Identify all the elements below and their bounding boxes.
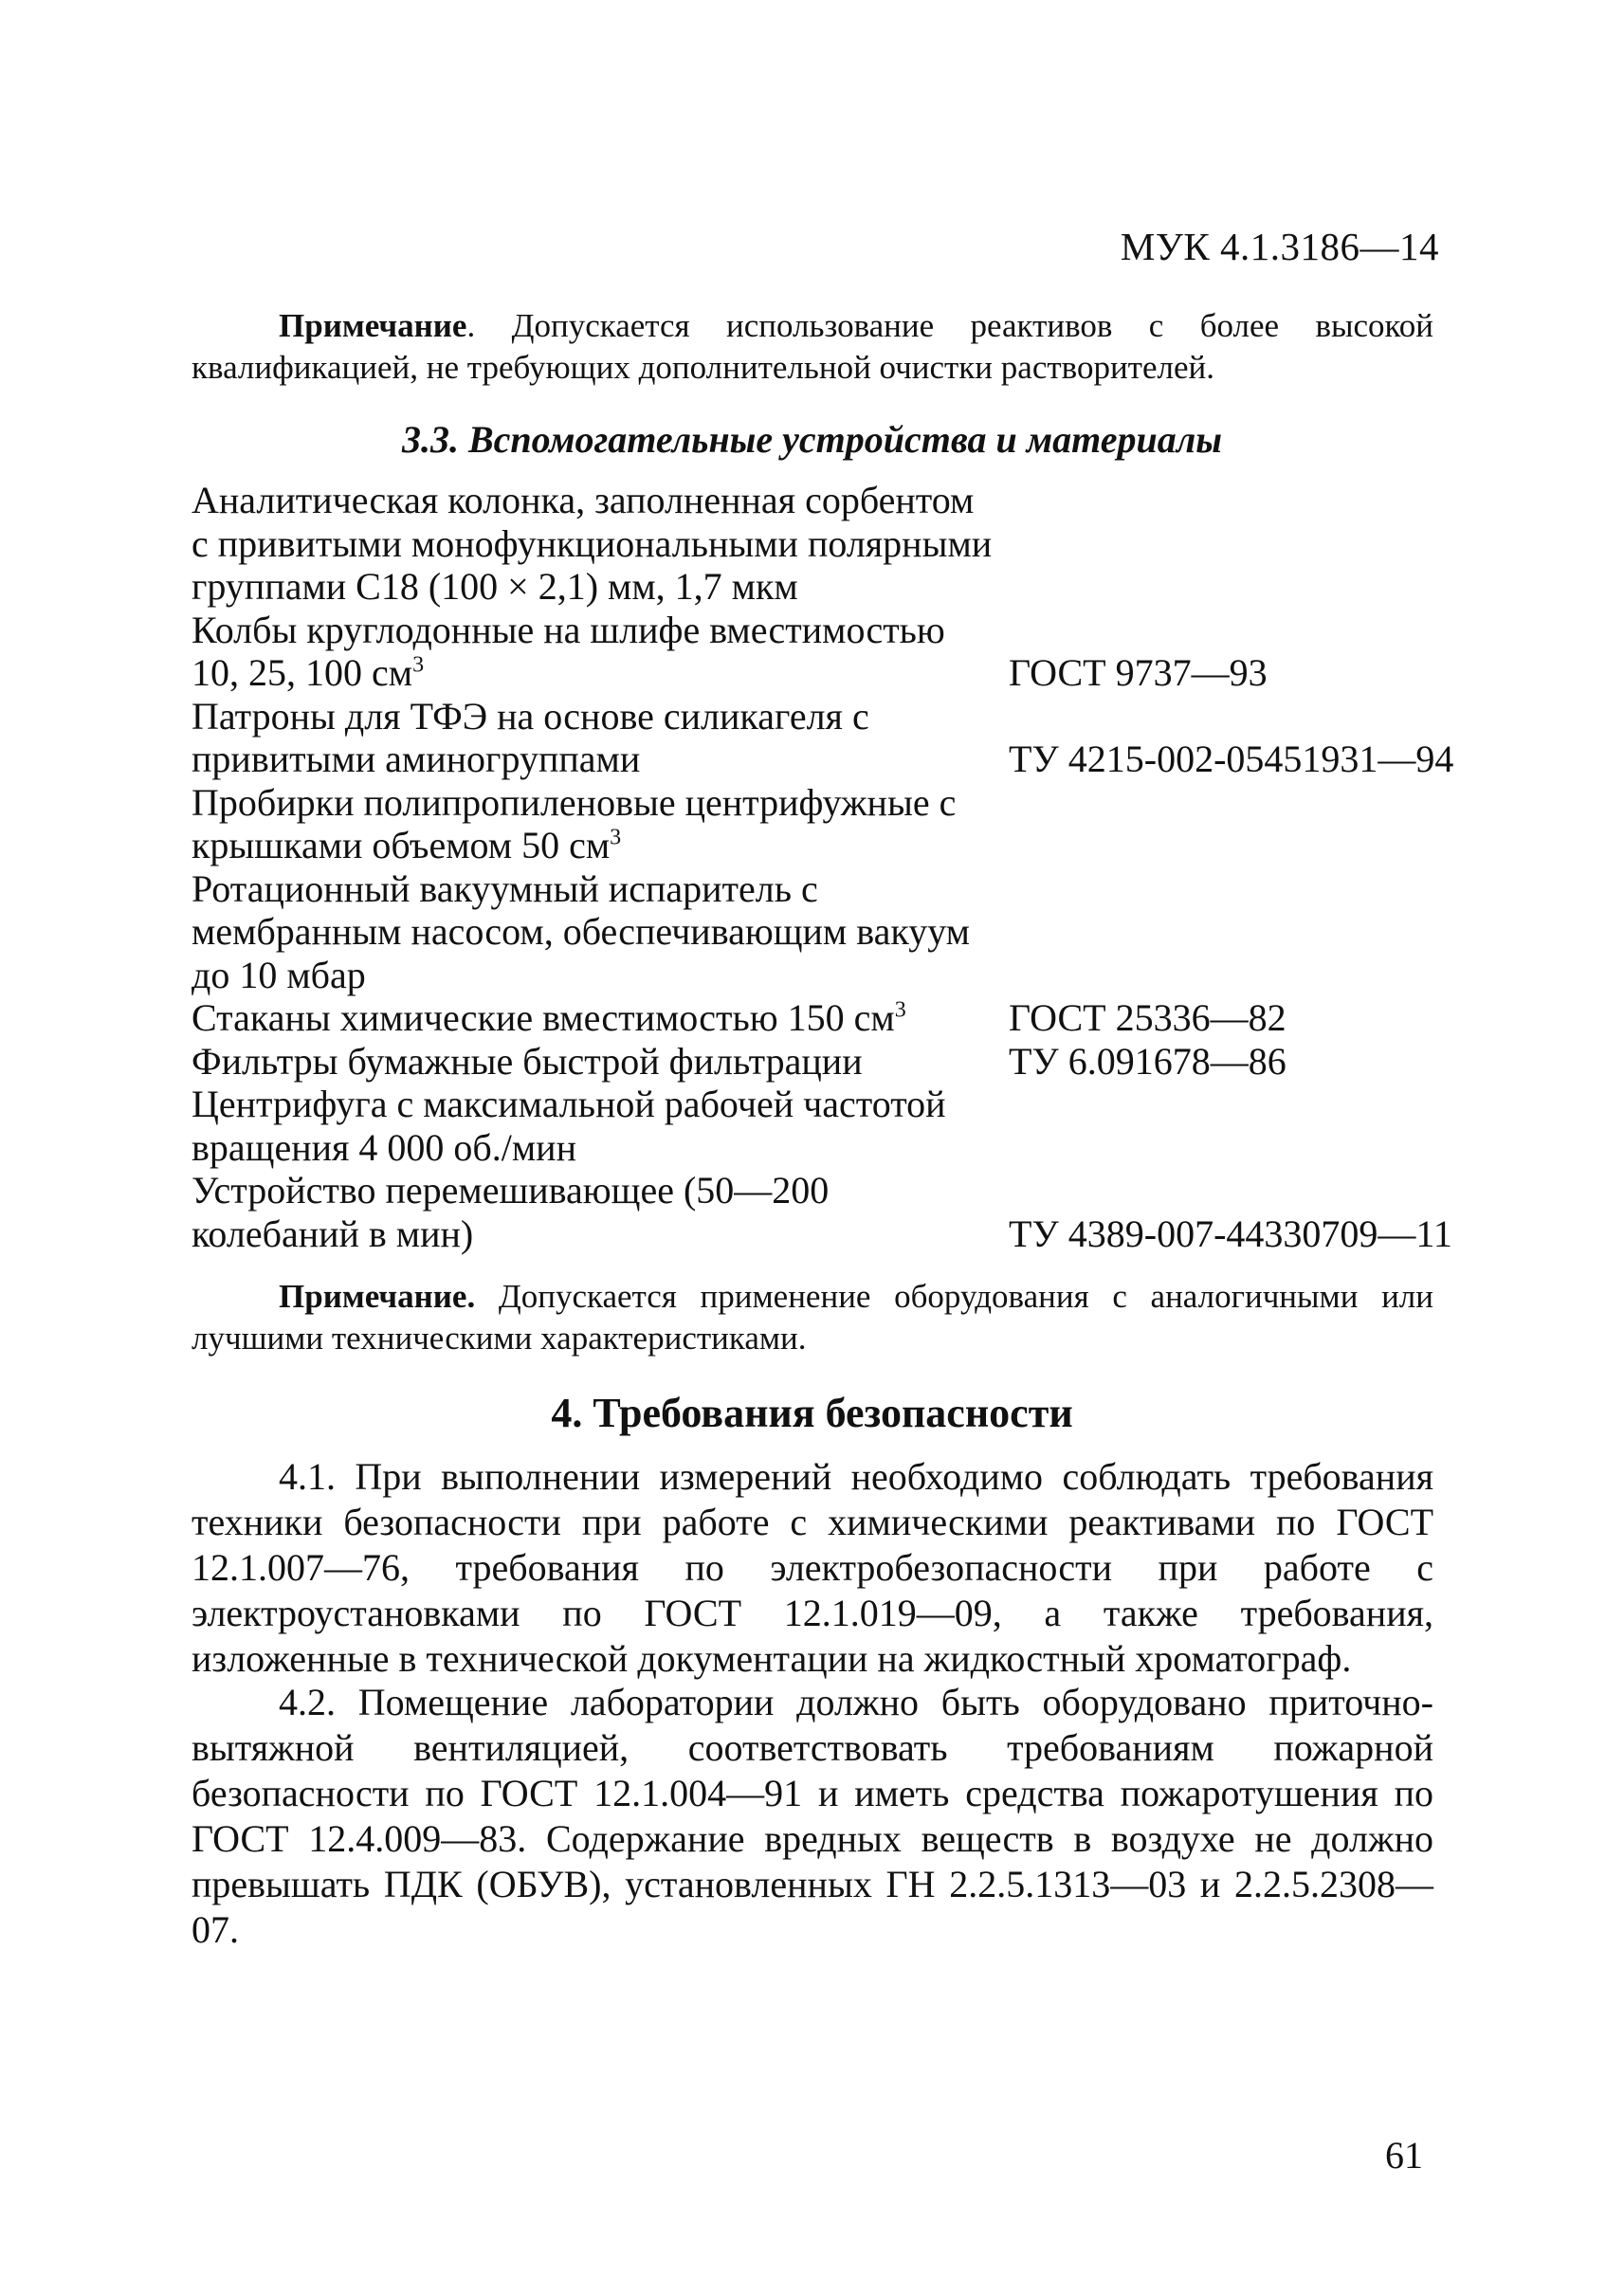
list-item bbox=[192, 1169, 1471, 1255]
item-standard: ТУ 4389-007-44330709—11 bbox=[1009, 1212, 1452, 1255]
list-item bbox=[192, 1083, 1471, 1169]
list-item bbox=[192, 695, 1471, 781]
superscript: 3 bbox=[412, 652, 425, 678]
item-description: Фильтры бумажные быстрой фильтрации bbox=[192, 1039, 863, 1083]
superscript: 3 bbox=[610, 825, 622, 850]
paragraph-4-1: 4.1. При выполнении измерений необходимо соблюдать требования техники безопасности при работе с химическими реактивами по ГОСТ 12.1.007—76, требования по электробезопасности при работе с электроустановками по ГОСТ 12.1.019—09, а также требования, изложенные в технической документации на жидкостный хроматограф. bbox=[192, 1455, 1433, 1680]
equipment-list bbox=[192, 479, 1471, 1255]
item-description: Центрифуга с максимальной рабочей частотой вращения 4 000 об./мин bbox=[192, 1083, 946, 1169]
note-reagents bbox=[192, 305, 1433, 389]
item-description-text: Стаканы химические вместимостью 150 см bbox=[192, 996, 895, 1039]
item-description: Патроны для ТФЭ на основе силикагеля с привитыми аминогруппами bbox=[192, 694, 869, 780]
list-item bbox=[192, 609, 1471, 695]
superscript: 3 bbox=[894, 997, 906, 1023]
list-item bbox=[192, 867, 1471, 997]
list-item bbox=[192, 479, 1471, 609]
item-description-text: Пробирки полипропиленовые центрифужные с крышками объемом 50 см bbox=[192, 780, 957, 866]
item-standard: ТУ 6.091678—86 bbox=[1009, 1039, 1286, 1083]
note-text: Допускается применение оборудования с аналогичными или лучшими техническими характеристиками. bbox=[192, 1278, 1433, 1357]
note-text: . Допускается использование реактивов с более высокой квалификацией, не требующих дополнительной очистки растворителей. bbox=[192, 307, 1433, 386]
note-label: Примечание bbox=[279, 307, 467, 344]
chapter-title-safety: 4. Требования безопасности bbox=[551, 1390, 1073, 1436]
paragraph-4-2: 4.2. Помещение лаборатории должно быть оборудовано приточно-вытяжной вентиляцией, соответствовать требованиям пожарной безопасности по ГОСТ 12.1.004—91 и иметь средства пожаротушения по ГОСТ 12.4.009—83. Содержание вредных веществ в воздухе не должно превышать ПДК (ОБУВ), установленных ГН 2.2.5.1313—03 и 2.2.5.2308—07. bbox=[192, 1681, 1433, 1951]
item-standard: ТУ 4215-002-05451931—94 bbox=[1009, 738, 1454, 780]
item-description bbox=[192, 996, 997, 1040]
item-description: Аналитическая колонка, заполненная сорбентом с привитыми монофункциональными полярными группами C18 (100 × 2,1) мм, 1,7 мкм bbox=[192, 479, 993, 608]
section-title-auxiliary: 3.3. Вспомогательные устройства и материалы bbox=[401, 418, 1223, 461]
list-item bbox=[192, 1040, 1471, 1084]
note-equipment bbox=[192, 1276, 1433, 1359]
list-item bbox=[192, 996, 1471, 1040]
item-description: Устройство перемешивающее (50—200 колебаний в мин) bbox=[192, 1169, 830, 1255]
item-description: Ротационный вакуумный испаритель с мембранным насосом, обеспечивающим вакуум до 10 мбар bbox=[192, 866, 970, 996]
document-code: МУК 4.1.3186—14 bbox=[1120, 225, 1439, 268]
item-standard: ГОСТ 25336—82 bbox=[1009, 996, 1286, 1039]
item-description bbox=[192, 781, 997, 867]
item-description-text: Колбы круглодонные на шлифе вместимостью 10, 25, 100 см bbox=[192, 608, 945, 694]
item-standard: ГОСТ 9737—93 bbox=[1009, 651, 1268, 694]
page-number: 61 bbox=[1385, 2134, 1423, 2177]
note-label: Примечание. bbox=[279, 1278, 476, 1315]
list-item bbox=[192, 781, 1471, 867]
item-description bbox=[192, 609, 997, 695]
